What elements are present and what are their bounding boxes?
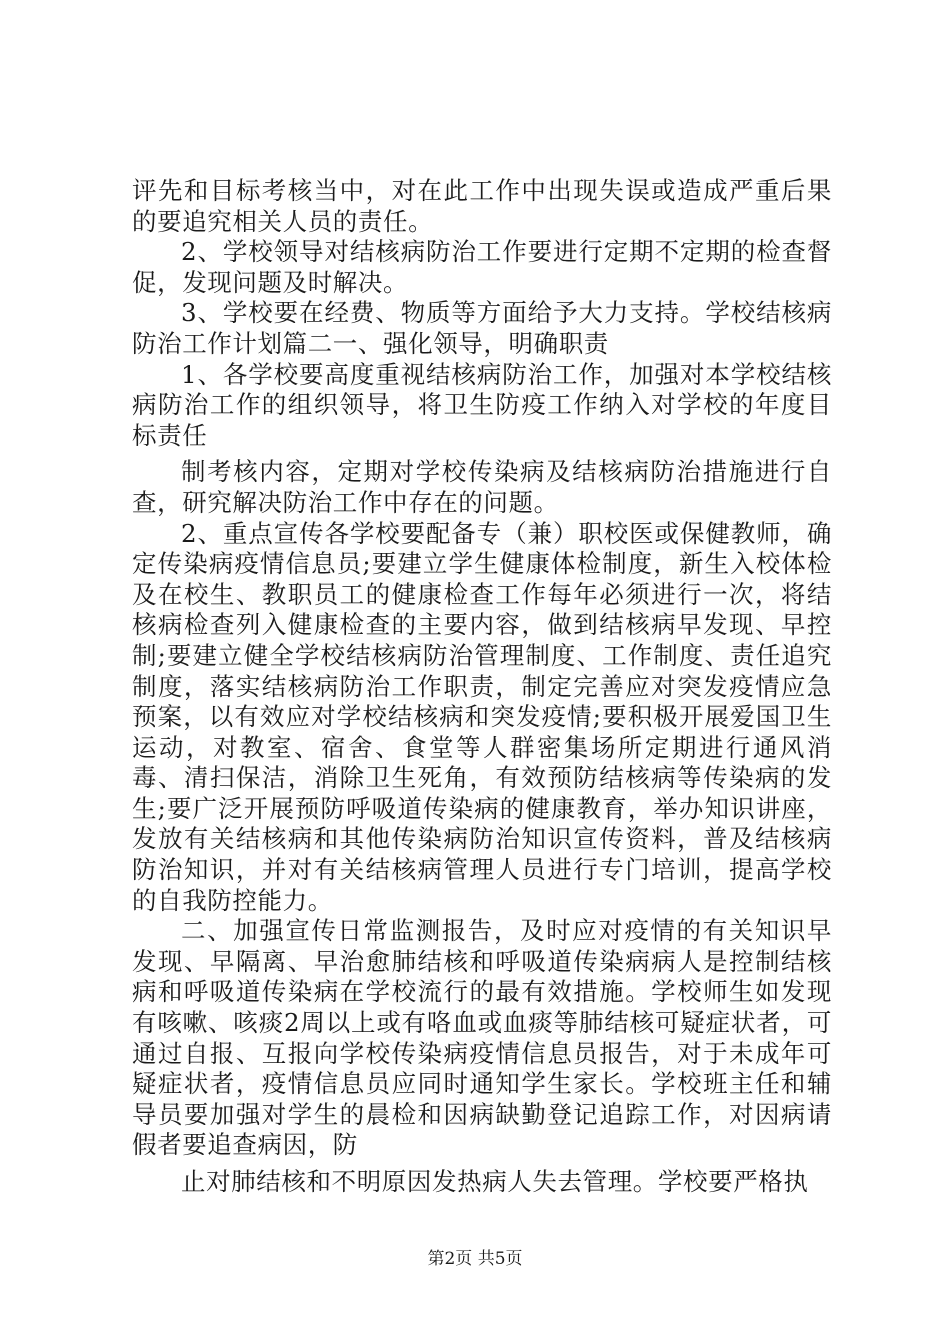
paragraph-1: 评先和目标考核当中，对在此工作中出现失误或造成严重后果的要追究相关人员的责任。 — [132, 176, 832, 236]
paragraph-5: 制考核内容，定期对学校传染病及结核病防治措施进行自查，研究解决防治工作中存在的问题。 — [132, 457, 832, 517]
paragraph-2: 2、学校领导对结核病防治工作要进行定期不定期的检查督促，发现问题及时解决。 — [132, 237, 832, 297]
paragraph-8: 止对肺结核和不明原因发热病人失去管理。学校要严格执 — [181, 1167, 809, 1196]
paragraph-7: 二、加强宣传日常监测报告，及时应对疫情的有关知识早发现、早隔离、早治愈肺结核和呼吸道传染病病人是控制结核病和呼吸道传染病在学校流行的最有效措施。学校师生如发现有咳嗽、咳痰2周以上或有咯血或血痰等肺结核可疑症状者，可通过自报、互报向学校传染病疫情信息员报告，对于未成年可疑症状者，疫情信息员应同时通知学生家长。学校班主任和辅导员要加强对学生的晨检和因病缺勤登记追踪工作，对因病请假者要追查病因，防 — [132, 916, 832, 1160]
paragraph-3: 3、学校要在经费、物质等方面给予大力支持。学校结核病防治工作计划篇二一、强化领导，明确职责 — [132, 298, 832, 358]
paragraph-4: 1、各学校要高度重视结核病防治工作，加强对本学校结核病防治工作的组织领导，将卫生防疫工作纳入对学校的年度目标责任 — [132, 359, 832, 450]
page-number-footer: 第2页 共5页 — [427, 1249, 523, 1269]
document-body — [132, 176, 832, 1198]
paragraph-6: 2、重点宣传各学校要配备专（兼）职校医或保健教师，确定传染病疫情信息员;要建立学生健康体检制度，新生入校体检及在校生、教职员工的健康检查工作每年必须进行一次，将结核病检查列入健康检查的主要内容，做到结核病早发现、早控制;要建立健全学校结核病防治管理制度、工作制度、责任追究制度，落实结核病防治工作职责，制定完善应对突发疫情应急预案，以有效应对学校结核病和突发疫情;要积极开展爱国卫生运动，对教室、宿舍、食堂等人群密集场所定期进行通风消毒、清扫保洁，消除卫生死角，有效预防结核病等传染病的发生;要广泛开展预防呼吸道传染病的健康教育，举办知识讲座，发放有关结核病和其他传染病防治知识宣传资料，普及结核病防治知识，并对有关结核病管理人员进行专门培训，提高学校的自我防控能力。 — [132, 518, 832, 915]
